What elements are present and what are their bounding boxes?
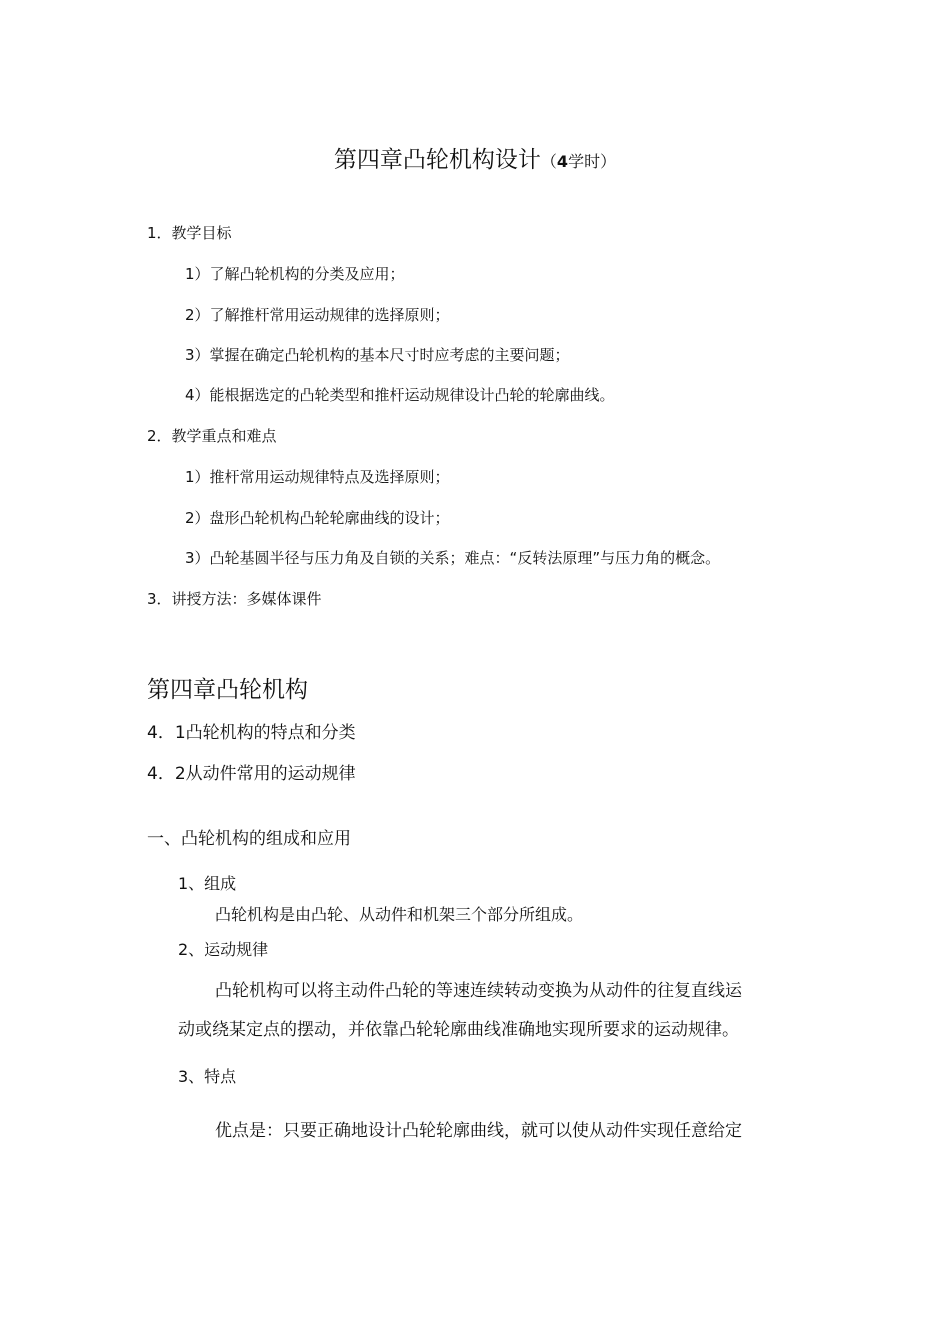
teaching-method: 3．讲授方法：多媒体课件 bbox=[147, 590, 322, 608]
key-point-item-3: 3）凸轮基圆半径与压力角及自锁的关系；难点：“反转法原理”与压力角的概念。 bbox=[185, 549, 721, 567]
objective-item-1: 1）了解凸轮机构的分类及应用； bbox=[185, 265, 405, 283]
title-hours-number: 4 bbox=[556, 152, 569, 171]
sub1-text: 凸轮机构是由凸轮、从动件和机架三个部分所组成。 bbox=[215, 905, 584, 924]
sub2-text-line1: 凸轮机构可以将主动件凸轮的等速连续转动变换为从动件的往复直线运 bbox=[215, 981, 742, 1001]
sub2-heading: 2、运动规律 bbox=[178, 940, 269, 959]
part1-heading: 一、凸轮机构的组成和应用 bbox=[147, 829, 351, 849]
key-point-item-2: 2）盘形凸轮机构凸轮轮廓曲线的设计； bbox=[185, 509, 450, 527]
section-4-1: 4．1凸轮机构的特点和分类 bbox=[147, 723, 356, 743]
objective-item-2: 2）了解推杆常用运动规律的选择原则； bbox=[185, 306, 450, 324]
objectives-heading: 1．教学目标 bbox=[147, 224, 232, 242]
section-4-2: 4．2从动件常用的运动规律 bbox=[147, 764, 356, 784]
sub2-text-line2: 动或绕某定点的摆动，并依靠凸轮轮廓曲线准确地实现所要求的运动规律。 bbox=[178, 1020, 739, 1040]
sub3-text: 优点是：只要正确地设计凸轮轮廓曲线，就可以使从动件实现任意给定 bbox=[215, 1121, 742, 1141]
page-title bbox=[0, 147, 950, 175]
title-open-paren: （ bbox=[540, 152, 557, 171]
chapter-heading: 第四章凸轮机构 bbox=[147, 677, 308, 703]
key-point-item-1: 1）推杆常用运动规律特点及选择原则； bbox=[185, 468, 450, 486]
sub3-heading: 3、特点 bbox=[178, 1067, 237, 1086]
objective-item-4: 4）能根据选定的凸轮类型和推杆运动规律设计凸轮的轮廓曲线。 bbox=[185, 386, 615, 404]
title-hours-unit: 学时） bbox=[568, 152, 617, 171]
objective-item-3: 3）掌握在确定凸轮机构的基本尺寸时应考虑的主要问题； bbox=[185, 346, 570, 364]
sub1-heading: 1、组成 bbox=[178, 874, 237, 893]
key-points-heading: 2．教学重点和难点 bbox=[147, 427, 277, 445]
title-main: 第四章凸轮机构设计 bbox=[333, 147, 541, 173]
